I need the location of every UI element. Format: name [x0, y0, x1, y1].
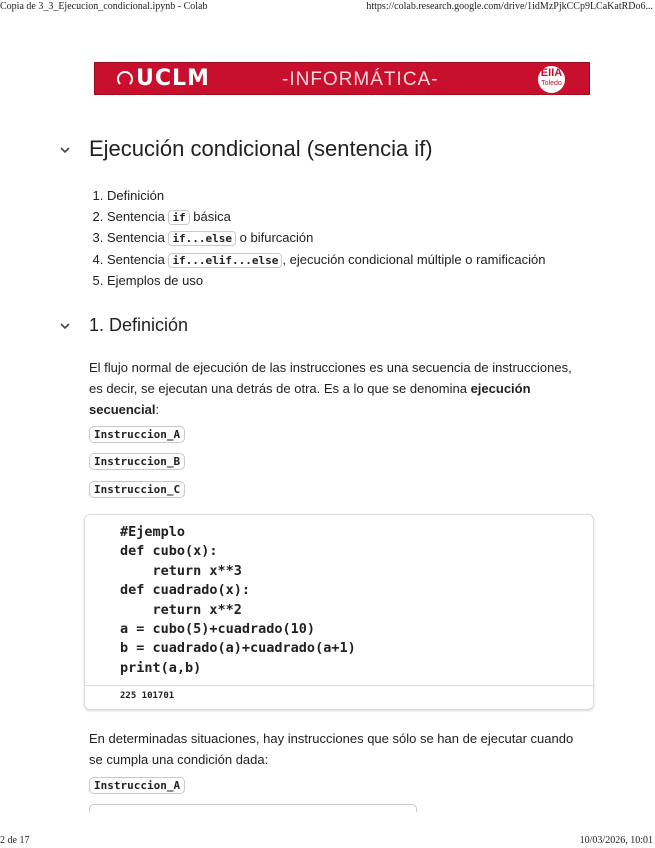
toc-list — [89, 186, 545, 292]
cell-output-divider — [85, 685, 593, 686]
cutoff-code-pill — [89, 804, 417, 812]
chevron-down-icon — [58, 319, 72, 333]
section-heading-definicion: 1. Definición — [89, 315, 189, 335]
print-header-title: Copia de 3_3_Ejecucion_condicional.ipynb - Colab — [0, 1, 208, 12]
toc-item-label: o bifurcación — [236, 230, 314, 246]
toc-item[interactable] — [107, 207, 545, 229]
toc-item-label: básica — [189, 208, 231, 224]
section-collapse-toggle[interactable] — [58, 319, 72, 333]
toc-item[interactable] — [107, 186, 545, 207]
toc-item[interactable] — [107, 250, 545, 272]
toc-item-label: , ejecución condicional múltiple o ramificación — [282, 251, 546, 267]
toc-item-label: Ejemplos de uso — [107, 273, 204, 289]
inline-code: if — [168, 210, 189, 225]
print-datetime: 10/03/2026, 10:01 — [579, 835, 653, 846]
eiia-seal — [536, 64, 567, 95]
toc-item-label: Sentencia — [107, 251, 169, 267]
instruccion-b-code: Instruccion_B — [89, 453, 185, 470]
inline-code: if...elif...else — [168, 253, 282, 268]
uclm-logo — [117, 66, 210, 91]
print-footer — [0, 834, 655, 848]
banner-title: -INFORMÁTICA- — [282, 69, 439, 90]
print-header-url: https://colab.research.google.com/drive/1idMzPjkCCp9LCaKatRDo6... — [366, 1, 653, 12]
instruccion-a-code: Instruccion_A — [89, 777, 185, 794]
toc-item-label: Sentencia — [107, 230, 169, 246]
paragraph-text: : — [155, 402, 160, 417]
paragraph-situaciones: En determinadas situaciones, hay instrucciones que sólo se han de ejecutar cuando se cumpla una condición dada: — [89, 731, 574, 767]
print-page-number: 2 de 17 — [0, 835, 30, 846]
uclm-logo-icon — [117, 71, 133, 87]
toc-item[interactable] — [107, 271, 545, 292]
code-cell-source[interactable]: #Ejemplo def cubo(x): return x**3 def cuadrado(x): return x**2 a = cubo(5)+cuadrado(10) b = cuadrado(a)+cuadrado(a+1) print(a,b) — [120, 524, 356, 676]
toc-item-label: Sentencia — [107, 208, 169, 224]
seal-top-text: EIIA — [540, 67, 563, 79]
uclm-banner — [94, 62, 590, 95]
chevron-down-icon — [58, 143, 72, 157]
inline-code: if...else — [168, 231, 236, 246]
code-cell[interactable] — [84, 514, 594, 710]
uclm-logo-text: UCLM — [136, 66, 210, 91]
paragraph-bold: ejecución secuencial — [89, 381, 531, 417]
section-heading-main: Ejecución condicional (sentencia if) — [89, 136, 433, 161]
instruccion-c-code: Instruccion_C — [89, 481, 185, 498]
instruccion-a-code: Instruccion_A — [89, 426, 185, 443]
cutoff-pill-border — [89, 804, 417, 812]
print-header — [0, 0, 655, 14]
toc-item-label: Definición — [107, 188, 165, 203]
seal-bottom-text: Toledo — [541, 80, 562, 87]
section-collapse-toggle[interactable] — [58, 143, 72, 157]
paragraph-text: El flujo normal de ejecución de las instrucciones es una secuencia de instrucciones, es decir, se ejecutan una detrás de otra. Es a lo que se denomina — [89, 360, 572, 396]
paragraph-flujo-normal — [89, 357, 589, 420]
code-cell-output: 225 101701 — [120, 691, 175, 701]
toc-item[interactable] — [107, 228, 545, 250]
